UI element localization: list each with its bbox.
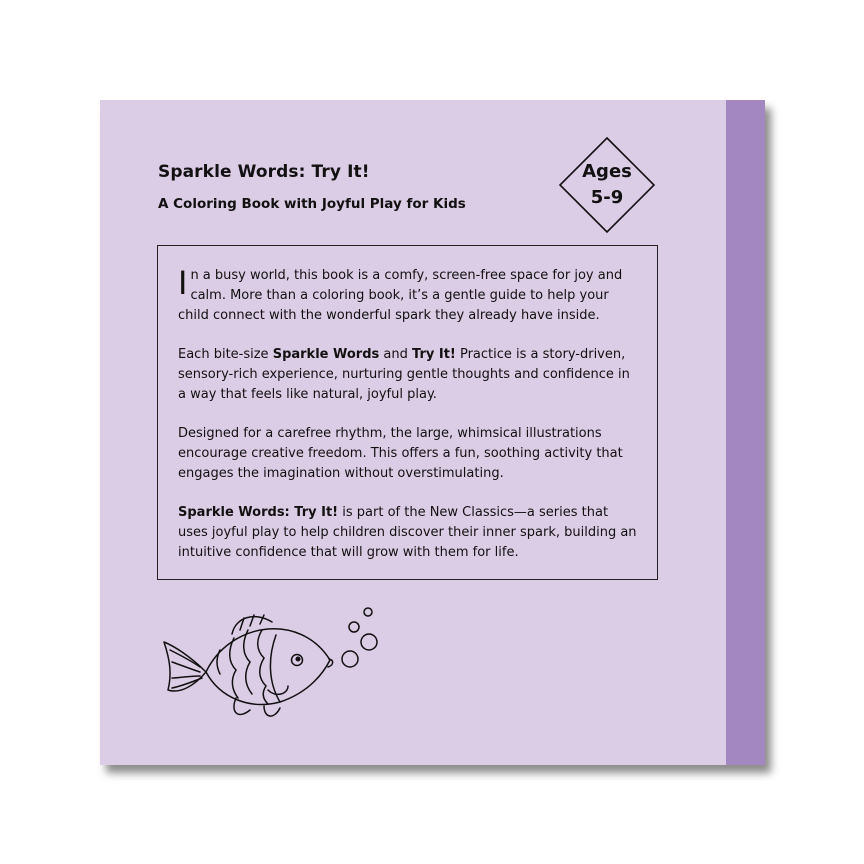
book-back-cover [100, 100, 765, 765]
age-badge [558, 136, 656, 234]
paragraph-2-intro: Each bite-size [178, 347, 273, 362]
description-paragraph-3: Designed for a carefree rhythm, the large, whimsical illustrations encourage creative freedom. This offers a fun, soothing activity that engages the imagination without overstimulating. [178, 426, 623, 481]
series-title-emphasis: Sparkle Words: Try It! [178, 505, 339, 520]
description-paragraph-4 [178, 503, 639, 563]
paragraph-2-rest: Practice is a story-driven, sensory-rich experience, nurturing gentle thoughts and confidence in a way that feels like natural, joyful play. [178, 347, 630, 402]
description-paragraph-1-text: n a busy world, this book is a comfy, screen-free space for joy and calm. More than a coloring book, it’s a gentle guide to help your child connect with the wonderful spark they already have inside. [178, 268, 623, 323]
diamond-shape-icon [558, 136, 656, 234]
sparkle-words-emphasis: Sparkle Words [272, 347, 380, 362]
paragraph-2-joiner: and [379, 347, 412, 362]
description-paragraph-1 [178, 266, 639, 326]
description-paragraph-2 [178, 345, 639, 405]
fish-with-bubbles-icon [160, 602, 390, 732]
drop-cap: I [178, 264, 188, 302]
age-range: 5-9 [590, 187, 624, 208]
book-title: Sparkle Words: Try It! [158, 162, 370, 182]
book-subtitle: A Coloring Book with Joyful Play for Kids [158, 196, 466, 212]
description-box [157, 245, 658, 580]
book-spine [726, 100, 765, 765]
paragraph-4-rest: is part of the New Classics—a series that uses joyful play to help children discover their inner spark, building an intuitive confidence that will grow with them for life. [178, 505, 637, 560]
try-it-emphasis: Try It! [412, 347, 456, 362]
age-label: Ages [582, 161, 632, 182]
